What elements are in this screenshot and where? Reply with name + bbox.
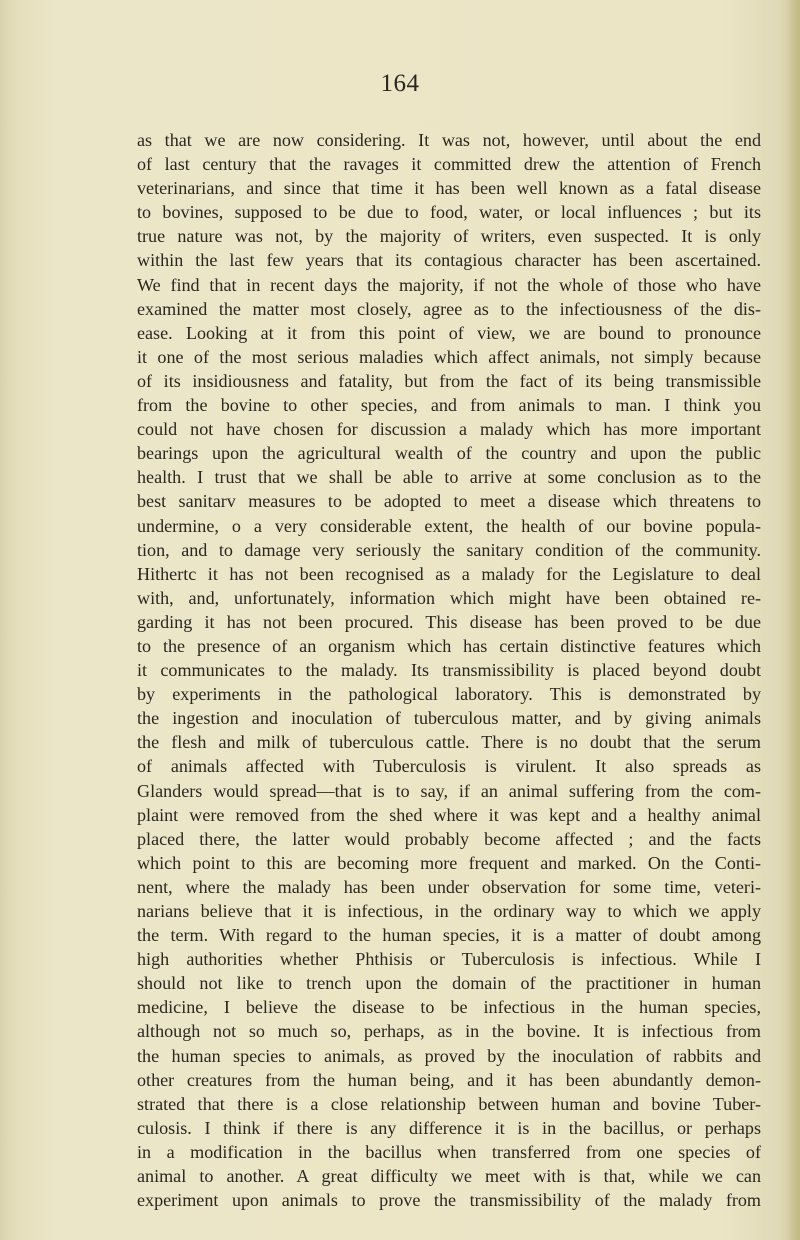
text-line: best sanitarv measures to be adopted to meet a disease which threatens to bbox=[137, 491, 761, 512]
text-line: tion, and to damage very seriously the sanitary condition of the community. bbox=[137, 539, 761, 560]
body-text bbox=[137, 128, 761, 1212]
text-line: veterinarians, and since that time it has been well known as a fatal disease bbox=[137, 178, 761, 199]
text-line: should not like to trench upon the domain of the practitioner in human bbox=[137, 973, 761, 994]
text-line: true nature was not, by the majority of writers, even suspected. It is only bbox=[137, 226, 761, 247]
text-line: the human species to animals, as proved by the inoculation of rabbits and bbox=[137, 1045, 761, 1066]
text-line: nent, where the malady has been under observation for some time, veteri- bbox=[137, 876, 761, 897]
text-line: the flesh and milk of tuberculous cattle. There is no doubt that the serum bbox=[137, 732, 761, 753]
text-line: undermine, o a very considerable extent, the health of our bovine popula- bbox=[137, 515, 761, 536]
text-line: bearings upon the agricultural wealth of the country and upon the public bbox=[137, 443, 761, 464]
text-line: within the last few years that its contagious character has been ascertained. bbox=[137, 250, 761, 271]
text-line: plaint were removed from the shed where it was kept and a healthy animal bbox=[137, 804, 761, 825]
text-line: We find that in recent days the majority, if not the whole of those who have bbox=[137, 274, 761, 295]
text-line: could not have chosen for discussion a malady which has more important bbox=[137, 419, 761, 440]
text-line: ease. Looking at it from this point of view, we are bound to pronounce bbox=[137, 322, 761, 343]
text-line: with, and, unfortunately, information which might have been obtained re- bbox=[137, 587, 761, 608]
text-line: of animals affected with Tuberculosis is virulent. It also spreads as bbox=[137, 756, 761, 777]
text-line: from the bovine to other species, and from animals to man. I think you bbox=[137, 395, 761, 416]
text-line: high authorities whether Phthisis or Tuberculosis is infectious. While I bbox=[137, 949, 761, 970]
text-line: the ingestion and inoculation of tuberculous matter, and by giving animals bbox=[137, 708, 761, 729]
text-line: the term. With regard to the human species, it is a matter of doubt among bbox=[137, 925, 761, 946]
text-line: of its insidiousness and fatality, but from the fact of its being transmissible bbox=[137, 370, 761, 391]
text-line: narians believe that it is infectious, in the ordinary way to which we apply bbox=[137, 901, 761, 921]
page-number: 164 bbox=[380, 70, 420, 97]
text-line: Glanders would spread—that is to say, if an animal suffering from the com- bbox=[137, 780, 761, 801]
text-line: it communicates to the malady. Its transmissibility is placed beyond doubt bbox=[137, 660, 761, 681]
text-line: health. I trust that we shall be able to arrive at some conclusion as to the bbox=[137, 467, 761, 488]
text-line: examined the matter most closely, agree as to the infectiousness of the dis- bbox=[137, 298, 761, 319]
text-line: garding it has not been procured. This disease has been proved to be due bbox=[137, 611, 761, 632]
text-line: as that we are now considering. It was not, however, until about the end bbox=[137, 130, 761, 150]
text-line: to bovines, supposed to be due to food, water, or local influences ; but its bbox=[137, 202, 761, 223]
text-line: to the presence of an organism which has certain distinctive features which bbox=[137, 635, 761, 656]
text-line: Hithertc it has not been recognised as a malady for the Legislature to deal bbox=[137, 563, 761, 584]
text-line: placed there, the latter would probably become affected ; and the facts bbox=[137, 828, 761, 849]
text-line: it one of the most serious maladies which affect animals, not simply because bbox=[137, 346, 761, 367]
text-line: in a modification in the bacillus when transferred from one species of bbox=[137, 1141, 761, 1162]
text-line: experiment upon animals to prove the transmissibility of the malady from bbox=[137, 1190, 761, 1211]
text-line: which point to this are becoming more frequent and marked. On the Conti- bbox=[137, 852, 761, 873]
text-line: strated that there is a close relationship between human and bovine Tuber- bbox=[137, 1093, 761, 1114]
text-line: medicine, I believe the disease to be infectious in the human species, bbox=[137, 997, 761, 1018]
text-line: culosis. I think if there is any difference it is in the bacillus, or perhaps bbox=[137, 1117, 761, 1138]
text-line: of last century that the ravages it committed drew the attention of French bbox=[137, 154, 761, 175]
page-edge-shadow bbox=[786, 0, 800, 1240]
text-line: although not so much so, perhaps, as in the bovine. It is infectious from bbox=[137, 1021, 761, 1042]
text-line: animal to another. A great difficulty we meet with is that, while we can bbox=[137, 1166, 761, 1187]
text-line: other creatures from the human being, and it has been abundantly demon- bbox=[137, 1069, 761, 1090]
text-line: by experiments in the pathological laboratory. This is demonstrated by bbox=[137, 684, 761, 705]
